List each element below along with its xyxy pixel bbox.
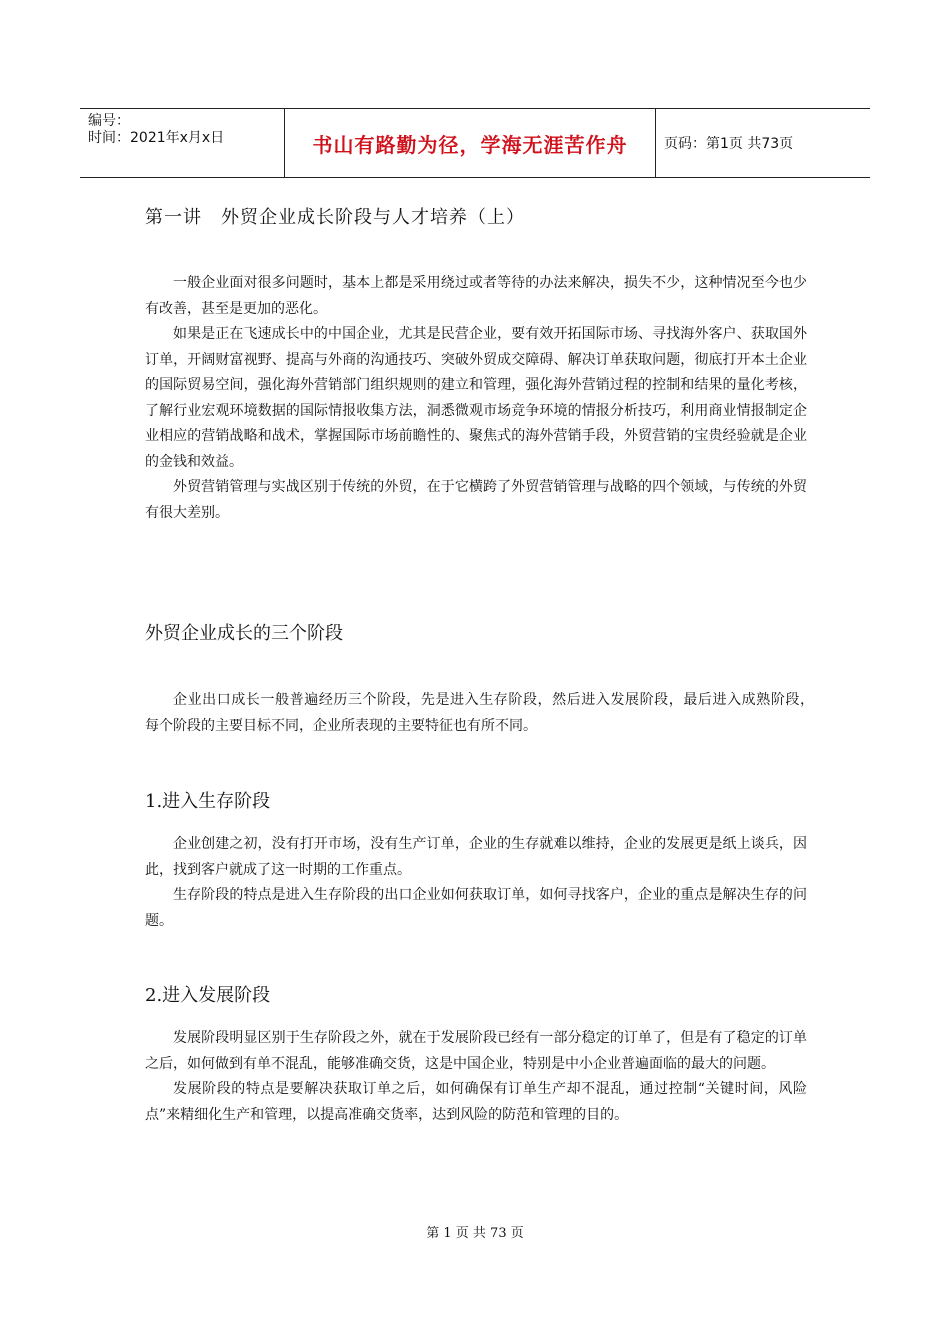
stage1-section	[145, 832, 807, 934]
header-page-cell	[656, 109, 870, 177]
section-heading-stage2: 2.进入发展阶段	[145, 985, 271, 1006]
motto-text: 书山有路勤为径，学海无涯苦作舟	[312, 132, 628, 157]
body-paragraph: 企业出口成长一般普遍经历三个阶段，先是进入生存阶段，然后进入发展阶段，最后进入成熟阶段， 每个阶段的主要目标不同，企业所表现的主要特征也有所不同。	[145, 692, 821, 734]
header-meta-cell	[80, 109, 284, 177]
body-paragraph: 发展阶段明显区别于生存阶段之外，就在于发展阶段已经有一部分稳定的订单了，但是有了稳定的订单之后，如何做到有单不混乱，能够准确交货，这是中国企业，特别是中小企业普遍面临的最大的问题。	[145, 1030, 807, 1072]
page-footer: 第 1 页 共 73 页	[426, 1226, 524, 1241]
intro-paragraph: 外贸营销管理与实战区别于传统的外贸，在于它横跨了外贸营销管理与战略的四个领域，与传统的外贸有很大差别。	[145, 479, 807, 521]
stage2-section	[145, 1026, 807, 1128]
body-paragraph: 发展阶段的特点是要解决获取订单之后，如何确保有订单生产却不混乱，通过控制“关键时间，风险点”来精细化生产和管理，以提高准确交货率，达到风险的防范和管理的目的。	[145, 1081, 807, 1123]
section-heading-stage1: 1.进入生存阶段	[145, 791, 271, 812]
intro-paragraph: 如果是正在飞速成长中的中国企业，尤其是民营企业，要有效开拓国际市场、寻找海外客户、获取国外订单，开阔财富视野、提高与外商的沟通技巧、突破外贸成交障碍、解决订单获取问题，彻底打开本土企业的国际贸易空间，强化海外营销部门组织规则的建立和管理，强化海外营销过程的控制和结果的量化考核，了解行业宏观环境数据的国际情报收集方法，洞悉微观市场竞争环境的情报分析技巧，利用商业情报制定企业相应的营销战略和战术，掌握国际市场前瞻性的、聚焦式的海外营销手段，外贸营销的宝贵经验就是企业的金钱和效益。	[145, 326, 807, 470]
time-label: 时间：2021年x月x日	[88, 130, 225, 146]
header-table	[80, 108, 870, 178]
section-heading-three-stages: 外贸企业成长的三个阶段	[145, 623, 343, 644]
intro-section	[145, 271, 807, 526]
intro-paragraph: 一般企业面对很多问题时，基本上都是采用绕过或者等待的办法来解决，损失不少，这种情况至今也少有改善，甚至是更加的恶化。	[145, 275, 807, 317]
lecture-title: 第一讲 外贸企业成长阶段与人才培养（上）	[145, 207, 525, 228]
body-paragraph: 生存阶段的特点是进入生存阶段的出口企业如何获取订单，如何寻找客户，企业的重点是解决生存的问题。	[145, 887, 807, 929]
number-label: 编号：	[88, 113, 130, 129]
body-paragraph: 企业创建之初，没有打开市场，没有生产订单，企业的生存就难以维持，企业的发展更是纸上谈兵，因此，找到客户就成了这一时期的工作重点。	[145, 836, 807, 878]
header-motto-cell	[284, 109, 656, 177]
page-info: 页码：第1页 共73页	[664, 136, 794, 152]
three-stages-section	[145, 688, 821, 739]
